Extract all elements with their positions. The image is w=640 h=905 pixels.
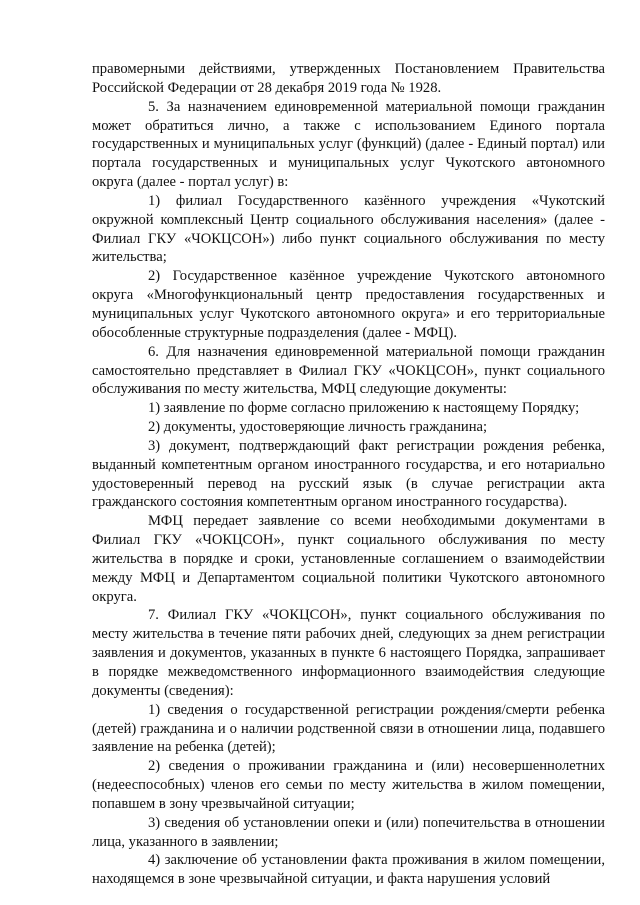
paragraph-mfc-transfer: МФЦ передает заявление со всеми необходимыми документами в Филиал ГКУ «ЧОКЦСОН», пункт социального обслуживания по месту жительства в порядке и сроки, установленные соглашением о взаимодействии между МФЦ и Департаментом социальной политики Чукотского автономного округа. bbox=[92, 513, 605, 605]
paragraph-item-7-1: 1) сведения о государственной регистрации рождения/смерти ребенка (детей) гражданина и о наличии родственной связи в отношении лица, подавшего заявление на ребенка (детей); bbox=[92, 701, 605, 756]
paragraph-item-6-2: 2) документы, удостоверяющие личность гражданина; bbox=[148, 419, 488, 436]
paragraph-item-7-2: 2) сведения о проживании гражданина и (или) несовершеннолетних (недееспособных) членов его семьи по месту жительства в жилом помещении, попавшем в зону чрезвычайной ситуации; bbox=[92, 758, 605, 812]
paragraph-item-5-2: 2) Государственное казённое учреждение Чукотского автономного округа «Многофункциональный центр предоставления государственных и муниципальных услуг Чукотского автономного округа» и его территориальные обособленные структурные подразделения (далее - МФЦ). bbox=[92, 268, 605, 341]
paragraph-item-7-4: 4) заключение об установлении факта проживания в жилом помещении, находящемся в зоне чрезвычайной ситуации, и факта нарушения условий bbox=[92, 852, 605, 888]
paragraph-item-7-3: 3) сведения об установлении опеки и (или) попечительства в отношении лица, указанного в заявлении; bbox=[92, 814, 605, 850]
paragraph-item-6-1: 1) заявление по форме согласно приложению к настоящему Порядку; bbox=[148, 400, 580, 417]
paragraph-item-6: 6. Для назначения единовременной материальной помощи гражданин самостоятельно представляет в Филиал ГКУ «ЧОКЦСОН», пункт социального обслуживания по месту жительства, МФЦ следующие документы: bbox=[92, 343, 605, 398]
document-body bbox=[92, 60, 605, 889]
paragraph-item-5: 5. За назначением единовременной материальной помощи гражданин может обратиться лично, а также с использованием Единого портала государственных и муниципальных услуг (функций) (далее - Единый портал) или портала государственных и муниципальных услуг Чукотского автономного округа (далее - портал услуг) в: bbox=[92, 98, 605, 191]
paragraph-continuation: правомерными действиями, утвержденных Постановлением Правительства Российской Федерации от 28 декабря 2019 года № 1928. bbox=[92, 61, 605, 96]
paragraph-item-7: 7. Филиал ГКУ «ЧОКЦСОН», пункт социального обслуживания по месту жительства в течение пяти рабочих дней, следующих за днем регистрации заявления и документов, указанных в пункте 6 настоящего Порядка, запрашивает в порядке межведомственного информационного взаимодействия следующие документы (сведения): bbox=[92, 607, 605, 699]
paragraph-item-5-1: 1) филиал Государственного казённого учреждения «Чукотский окружной комплексный Центр социального обслуживания населения» (далее - Филиал ГКУ «ЧОКЦСОН») либо пункт социального обслуживания по месту жительства; bbox=[92, 192, 605, 266]
paragraph-item-6-3: 3) документ, подтверждающий факт регистрации рождения ребенка, выданный компетентным органом иностранного государства, и его нотариально удостоверенный перевод на русский язык (в случае регистрации акта гражданского состояния компетентным органом иностранного государства). bbox=[92, 437, 605, 511]
